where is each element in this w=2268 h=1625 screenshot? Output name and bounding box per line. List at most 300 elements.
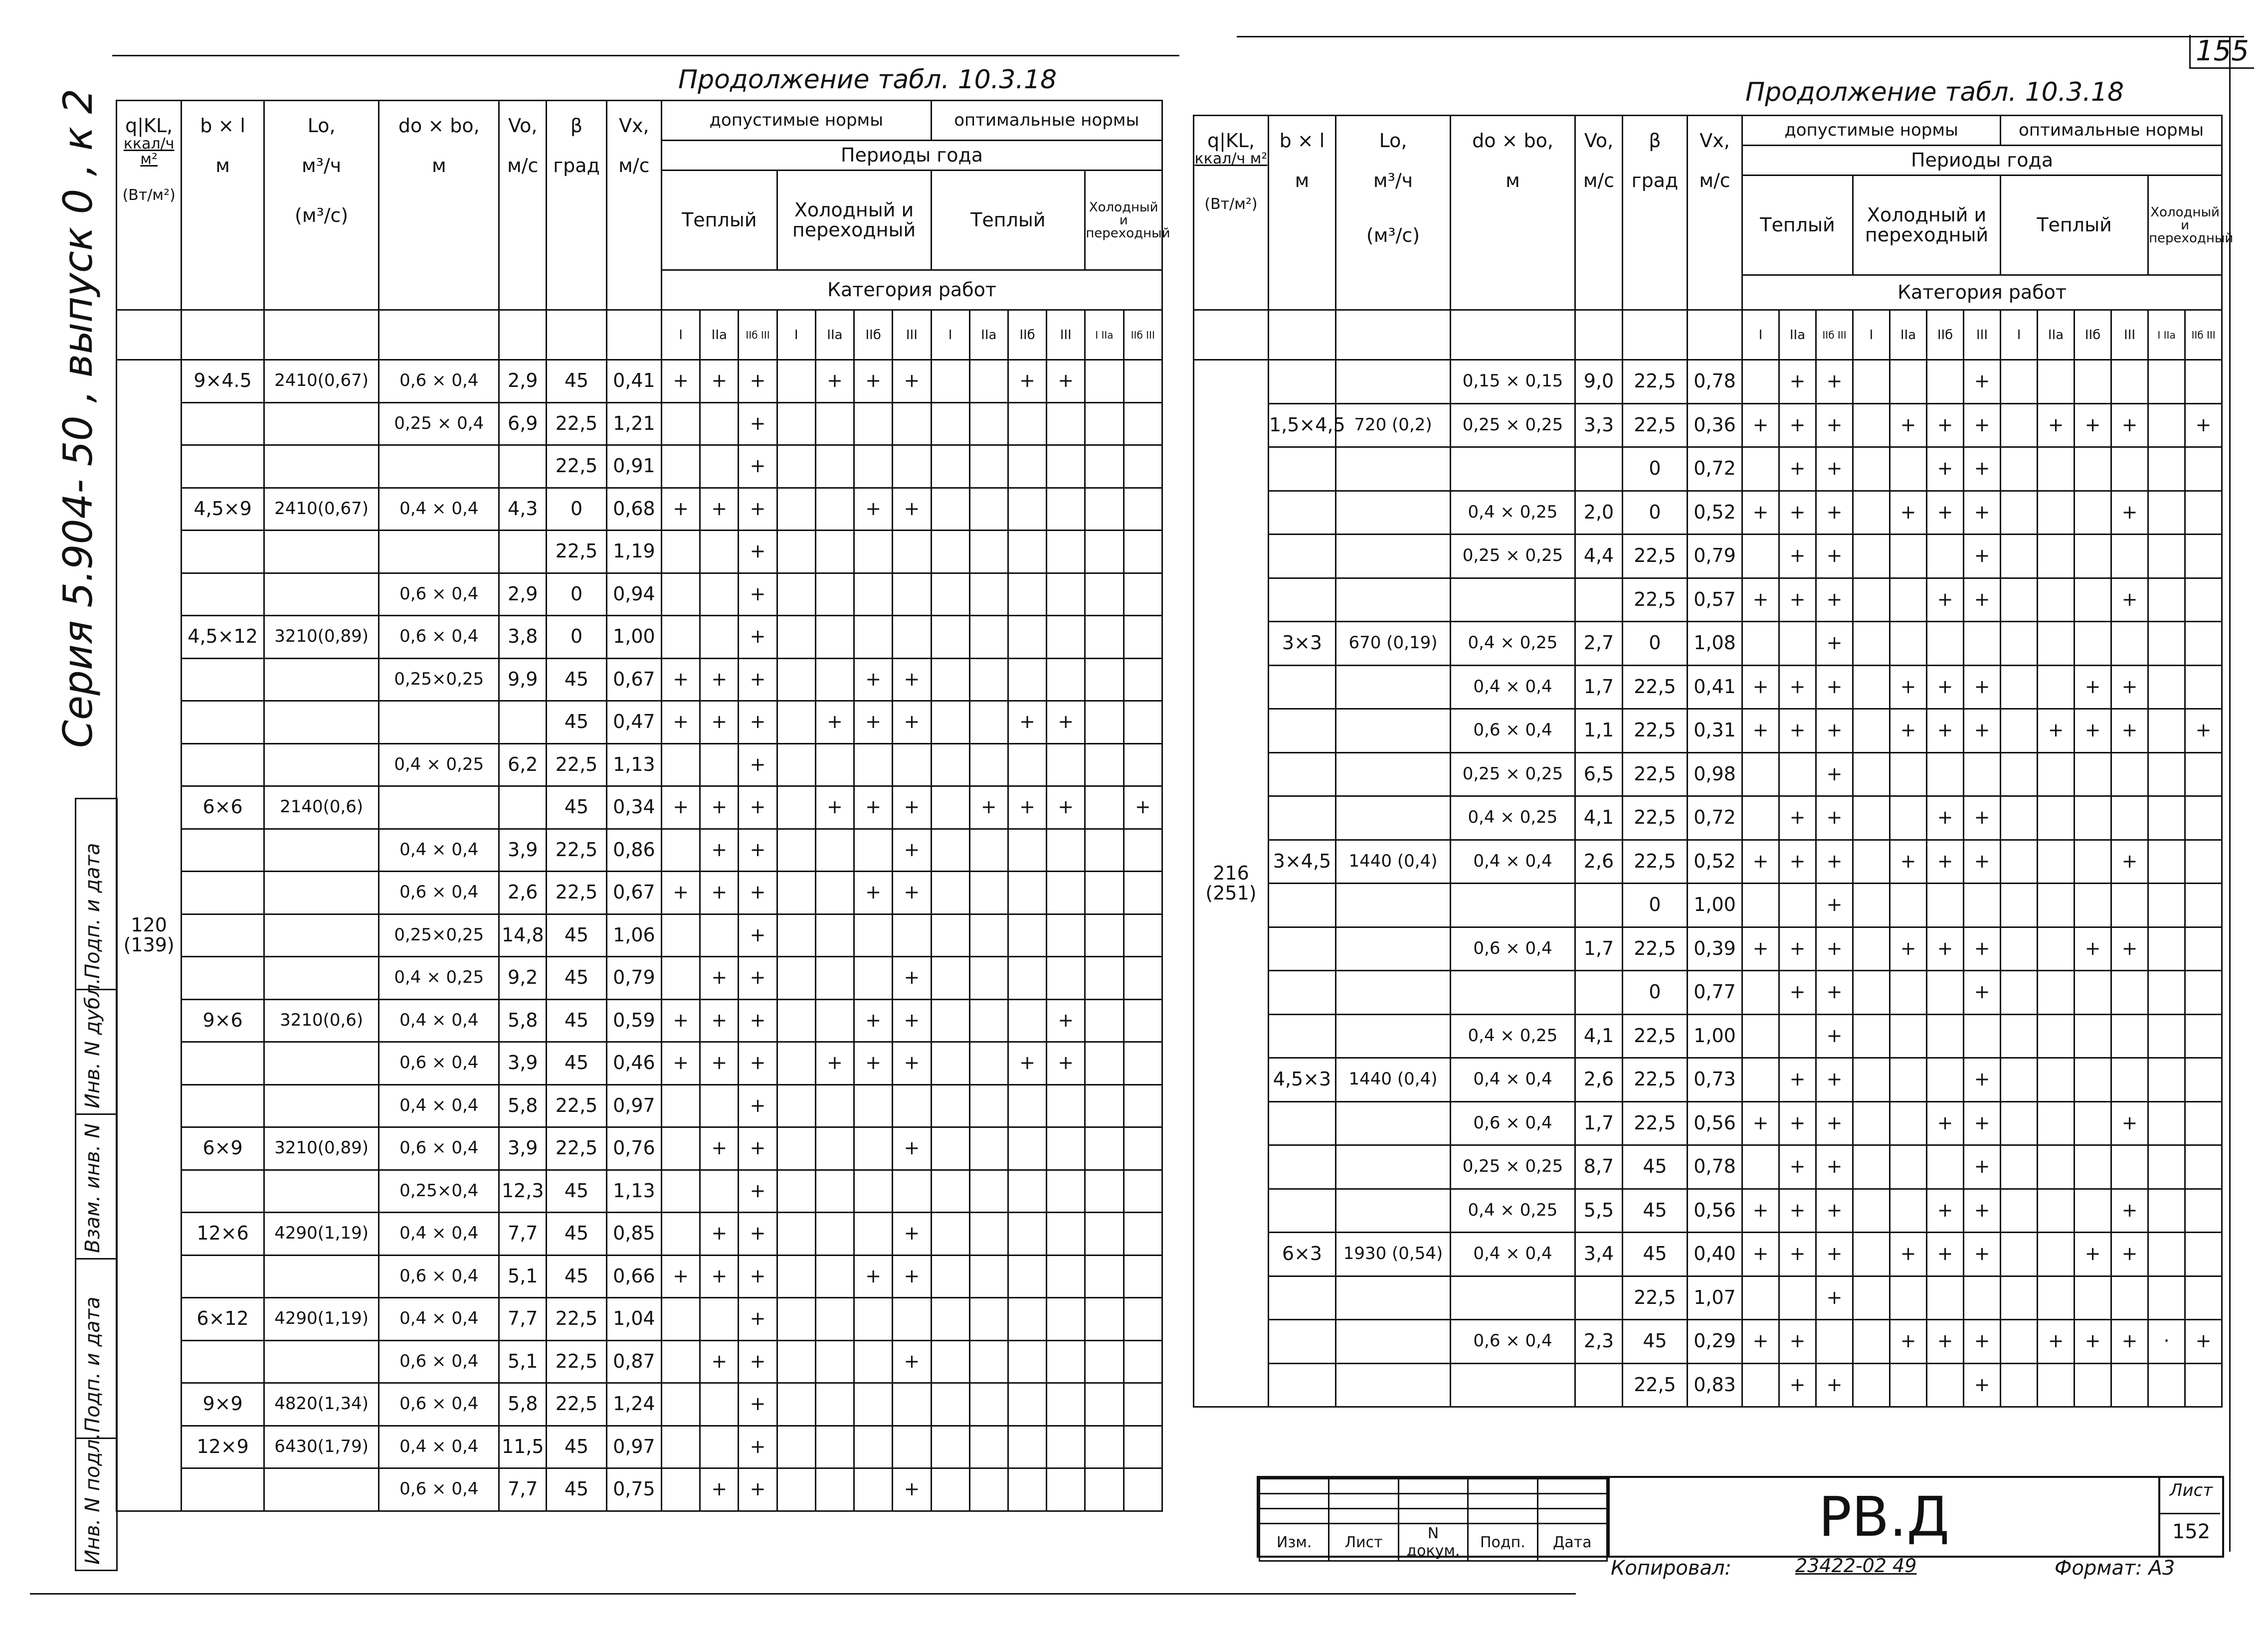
mark-2: + [700, 1468, 739, 1511]
cell-beta: 45 [547, 1042, 606, 1085]
r-category-8: I [2001, 310, 2038, 360]
mark-1 [662, 1213, 700, 1256]
mark-11 [1047, 402, 1085, 445]
cell-dobo: 0,4 × 0,25 [379, 743, 499, 786]
mark-7 [893, 616, 931, 659]
r-cell-vo: 4,1 [1575, 796, 1623, 840]
r-mark-4 [1853, 535, 1890, 578]
r-mark-8 [2001, 1101, 2038, 1145]
cell-beta: 0 [547, 488, 606, 531]
r-mark-8 [2001, 1014, 2038, 1058]
r-table-row [1194, 403, 2222, 447]
cell-vo [499, 445, 547, 488]
mark-7 [893, 1383, 931, 1426]
r-cell-dobo: 0,4 × 0,25 [1451, 796, 1575, 840]
r-mark-5 [1890, 1014, 1927, 1058]
cell-bl [182, 914, 264, 957]
r-mark-4 [1853, 796, 1890, 840]
mark-3: + [739, 1426, 777, 1468]
cell-bl [182, 531, 264, 573]
r-cell-lo [1336, 535, 1451, 578]
mark-2 [700, 531, 739, 573]
cell-vx: 0,87 [606, 1340, 661, 1383]
title-block [1257, 1476, 2224, 1558]
cell-beta: 45 [547, 957, 606, 1000]
mark-3: + [739, 957, 777, 1000]
mark-3: + [739, 786, 777, 829]
cell-dobo: 0,25×0,4 [379, 1170, 499, 1213]
r-mark-11: + [2111, 491, 2148, 535]
r-cell-vx: 0,39 [1688, 927, 1742, 971]
cell-bl: 9×6 [182, 999, 264, 1042]
r-category-1: I [1742, 310, 1779, 360]
cell-beta: 22,5 [547, 872, 606, 914]
mark-10 [1008, 402, 1046, 445]
mark-1 [662, 445, 700, 488]
table-row [117, 957, 1162, 1000]
mark-10 [1008, 999, 1046, 1042]
r-mark-3: + [1816, 1363, 1853, 1407]
r-cell-dobo [1451, 447, 1575, 491]
r-cell-lo [1336, 665, 1451, 709]
r-mark-8 [2001, 971, 2038, 1015]
r-cell-dobo: 0,6 × 0,4 [1451, 927, 1575, 971]
mark-7: + [893, 1213, 931, 1256]
r-mark-13 [2185, 752, 2222, 796]
r-table-row [1194, 971, 2222, 1015]
mark-11 [1047, 872, 1085, 914]
r-mark-10: + [2075, 1233, 2111, 1276]
r-mark-4 [1853, 447, 1890, 491]
r-mark-8 [2001, 752, 2038, 796]
r-mark-9 [2038, 622, 2075, 666]
r-mark-4 [1853, 1189, 1890, 1233]
mark-9 [969, 1127, 1008, 1170]
r-mark-2: + [1779, 578, 1816, 622]
mark-5 [815, 1213, 854, 1256]
r-mark-5 [1890, 1189, 1927, 1233]
r-mark-9 [2038, 447, 2075, 491]
r-mark-7: + [1964, 971, 2001, 1015]
r-mark-10: + [2075, 665, 2111, 709]
r-cell-vx: 0,83 [1688, 1363, 1742, 1407]
mark-13 [1124, 829, 1162, 872]
cell-lo: 6430(1,79) [264, 1426, 379, 1468]
cell-vo: 9,9 [499, 658, 547, 701]
cell-beta: 45 [547, 1255, 606, 1298]
mark-2: + [700, 488, 739, 531]
mark-10 [1008, 1383, 1046, 1426]
r-mark-3: + [1816, 491, 1853, 535]
r-mark-8 [2001, 709, 2038, 753]
r-cell-vx: 0,56 [1688, 1189, 1742, 1233]
r-mark-1: + [1742, 1101, 1779, 1145]
mark-4 [777, 488, 815, 531]
mark-11 [1047, 1340, 1085, 1383]
mark-1: + [662, 1042, 700, 1085]
cell-bl: 9×4.5 [182, 360, 264, 403]
cell-vx: 0,91 [606, 445, 661, 488]
r-cell-bl [1269, 884, 1336, 927]
r-mark-12 [2148, 1189, 2185, 1233]
mark-1 [662, 1383, 700, 1426]
r-mark-2: + [1779, 360, 1816, 404]
mark-8 [931, 531, 969, 573]
r-mark-6 [1927, 1145, 1964, 1189]
cell-vo: 5,8 [499, 1084, 547, 1127]
mark-1 [662, 402, 700, 445]
mark-6 [854, 1084, 893, 1127]
r-lo-label: Lo, [1379, 130, 1407, 152]
mark-6: + [854, 786, 893, 829]
table-row [117, 1468, 1162, 1511]
mark-5 [815, 445, 854, 488]
cell-bl [182, 658, 264, 701]
mark-6 [854, 616, 893, 659]
r-mark-6: + [1927, 578, 1964, 622]
r-mark-2: + [1779, 1363, 1816, 1407]
mark-12 [1085, 573, 1124, 616]
r-mark-13 [2185, 491, 2222, 535]
r-lo-unit2: (м³/с) [1366, 224, 1420, 246]
r-category-2: IIа [1779, 310, 1816, 360]
r-cell-lo [1336, 1363, 1451, 1407]
mark-6 [854, 402, 893, 445]
r-mark-10 [2075, 1276, 2111, 1320]
r-mark-6: + [1927, 1233, 1964, 1276]
mark-6: + [854, 488, 893, 531]
r-cell-bl [1269, 1101, 1336, 1145]
cell-dobo: 0,25 × 0,4 [379, 402, 499, 445]
q-unit2: (Вт/м²) [122, 186, 176, 204]
cell-vo: 2,9 [499, 573, 547, 616]
mark-10 [1008, 445, 1046, 488]
cell-dobo: 0,4 × 0,4 [379, 1213, 499, 1256]
r-cell-vo: 4,1 [1575, 1014, 1623, 1058]
cell-bl [182, 872, 264, 914]
cell-bl [182, 743, 264, 786]
r-cell-lo [1336, 1101, 1451, 1145]
cell-lo: 3210(0,6) [264, 999, 379, 1042]
stamp-col-5: Дата [1537, 1524, 1607, 1561]
r-cell-vo [1575, 578, 1623, 622]
cell-vx: 0,97 [606, 1084, 661, 1127]
r-mark-12 [2148, 360, 2185, 404]
r-table-row [1194, 1276, 2222, 1320]
cell-bl: 4,5×9 [182, 488, 264, 531]
r-mark-8 [2001, 622, 2038, 666]
category-13: IIб III [1124, 310, 1162, 360]
right-table [1193, 115, 2234, 1408]
cell-vo [499, 531, 547, 573]
mark-6 [854, 573, 893, 616]
table-row [117, 402, 1162, 445]
cell-beta: 22,5 [547, 1298, 606, 1341]
format-label: Формат: А3 [2055, 1557, 2175, 1580]
mark-3: + [739, 1042, 777, 1085]
r-vo-header [1575, 116, 1623, 310]
cell-vx: 1,00 [606, 616, 661, 659]
mark-13 [1124, 701, 1162, 744]
r-cell-lo [1336, 1145, 1451, 1189]
r-cell-dobo: 0,25 × 0,25 [1451, 535, 1575, 578]
mark-7 [893, 1298, 931, 1341]
mark-4 [777, 616, 815, 659]
mark-13 [1124, 1127, 1162, 1170]
r-mark-2: + [1779, 709, 1816, 753]
table-row [117, 829, 1162, 872]
mark-9 [969, 402, 1008, 445]
mark-8 [931, 743, 969, 786]
cell-lo [264, 658, 379, 701]
r-table-row [1194, 1363, 2222, 1407]
r-mark-12 [2148, 1363, 2185, 1407]
cell-lo [264, 957, 379, 1000]
r-mark-12 [2148, 971, 2185, 1015]
mark-12 [1085, 829, 1124, 872]
r-q-unit2: (Вт/м²) [1204, 195, 1258, 213]
r-mark-4 [1853, 622, 1890, 666]
cell-bl: 6×6 [182, 786, 264, 829]
r-mark-13 [2185, 1145, 2222, 1189]
r-cell-bl [1269, 447, 1336, 491]
r-cell-dobo: 0,4 × 0,4 [1451, 840, 1575, 884]
cell-lo [264, 1340, 379, 1383]
r-periods-header: Периоды года [1742, 146, 2222, 176]
mark-4 [777, 1298, 815, 1341]
table-row [117, 1170, 1162, 1213]
r-mark-8 [2001, 1189, 2038, 1233]
cell-dobo: 0,25×0,25 [379, 658, 499, 701]
mark-2: + [700, 658, 739, 701]
vo-unit: м/с [507, 154, 539, 177]
r-mark-4 [1853, 927, 1890, 971]
r-mark-8 [2001, 796, 2038, 840]
q-header [117, 101, 182, 310]
mark-12 [1085, 531, 1124, 573]
r-mark-8 [2001, 1058, 2038, 1102]
mark-11 [1047, 1213, 1085, 1256]
r-mark-1 [1742, 360, 1779, 404]
r-category-12: I IIа [2148, 310, 2185, 360]
r-cell-beta: 22,5 [1623, 1276, 1688, 1320]
mark-8 [931, 1042, 969, 1085]
mark-8 [931, 488, 969, 531]
r-mark-7: + [1964, 403, 2001, 447]
r-bl-header [1269, 116, 1336, 310]
r-cell-lo [1336, 1189, 1451, 1233]
r-mark-9 [2038, 1363, 2075, 1407]
r-mark-8 [2001, 491, 2038, 535]
cell-vo: 2,6 [499, 872, 547, 914]
r-cell-bl [1269, 1189, 1336, 1233]
r-mark-3: + [1816, 884, 1853, 927]
r-cell-lo [1336, 447, 1451, 491]
cell-vx: 0,75 [606, 1468, 661, 1511]
mark-13 [1124, 1298, 1162, 1341]
r-cell-lo: 1440 (0,4) [1336, 1058, 1451, 1102]
r-mark-4 [1853, 1363, 1890, 1407]
lo-label: Lo, [307, 115, 336, 137]
r-mark-11: + [2111, 1101, 2148, 1145]
mark-6: + [854, 1042, 893, 1085]
cell-dobo [379, 531, 499, 573]
mark-11: + [1047, 360, 1085, 403]
mark-2: + [700, 999, 739, 1042]
r-mark-11: + [2111, 1189, 2148, 1233]
r-mark-2: + [1779, 535, 1816, 578]
cell-dobo: 0,4 × 0,25 [379, 957, 499, 1000]
cell-lo [264, 573, 379, 616]
r-warm-header: Теплый [1742, 176, 1853, 275]
r-mark-11: + [2111, 578, 2148, 622]
mark-9 [969, 1213, 1008, 1256]
r-mark-11 [2111, 360, 2148, 404]
r-cell-dobo [1451, 884, 1575, 927]
mark-5 [815, 531, 854, 573]
r-cell-vx: 0,72 [1688, 447, 1742, 491]
r-mark-1: + [1742, 840, 1779, 884]
mark-10 [1008, 658, 1046, 701]
r-mark-12 [2148, 535, 2185, 578]
r-mark-7: + [1964, 535, 2001, 578]
mark-11 [1047, 445, 1085, 488]
r-mark-5: + [1890, 665, 1927, 709]
r-dobo-unit: м [1506, 169, 1520, 191]
r-mark-4 [1853, 578, 1890, 622]
mark-3: + [739, 616, 777, 659]
mark-8 [931, 914, 969, 957]
mark-8 [931, 445, 969, 488]
cell-beta: 22,5 [547, 445, 606, 488]
r-mark-11 [2111, 1014, 2148, 1058]
mark-1 [662, 1084, 700, 1127]
mark-12 [1085, 616, 1124, 659]
mark-8 [931, 1383, 969, 1426]
r-mark-10 [2075, 1189, 2111, 1233]
table-row [117, 701, 1162, 744]
mark-2 [700, 1170, 739, 1213]
r-cell-lo [1336, 709, 1451, 753]
mark-11 [1047, 743, 1085, 786]
mark-11 [1047, 531, 1085, 573]
r-mark-6: + [1927, 491, 1964, 535]
r-mark-6: + [1927, 665, 1964, 709]
margin-box-5: Инв. N подл. [81, 1433, 104, 1565]
mark-8 [931, 829, 969, 872]
mark-5 [815, 1383, 854, 1426]
cell-vx: 0,94 [606, 573, 661, 616]
q-label: q|KL, [125, 115, 173, 137]
mark-10 [1008, 957, 1046, 1000]
r-table-row [1194, 884, 2222, 927]
r-mark-7: + [1964, 927, 2001, 971]
mark-12 [1085, 786, 1124, 829]
table-row [117, 1042, 1162, 1085]
r-cell-vo: 2,6 [1575, 1058, 1623, 1102]
mark-6: + [854, 360, 893, 403]
mark-5 [815, 914, 854, 957]
cell-bl [182, 573, 264, 616]
margin-box-1: Подп. и дата [81, 843, 104, 979]
r-cell-vo [1575, 447, 1623, 491]
category-header: Категория работ [662, 270, 1162, 310]
r-mark-5: + [1890, 403, 1927, 447]
mark-5 [815, 1084, 854, 1127]
table-row [117, 488, 1162, 531]
q-value: 120 (139) [117, 360, 182, 1511]
r-cell-vx: 0,78 [1688, 1145, 1742, 1189]
mark-2: + [700, 957, 739, 1000]
mark-3: + [739, 1127, 777, 1170]
r-cell-lo [1336, 1276, 1451, 1320]
r-cell-vo: 2,0 [1575, 491, 1623, 535]
r-category-9: IIа [2038, 310, 2075, 360]
mark-1 [662, 1468, 700, 1511]
r-category-header: Категория работ [1742, 275, 2222, 310]
mark-3: + [739, 573, 777, 616]
r-mark-11: + [2111, 709, 2148, 753]
r-mark-13 [2185, 1233, 2222, 1276]
cell-bl [182, 1084, 264, 1127]
cell-beta: 22,5 [547, 402, 606, 445]
mark-7: + [893, 658, 931, 701]
mark-9 [969, 1255, 1008, 1298]
r-mark-1 [1742, 1145, 1779, 1189]
cell-dobo: 0,6 × 0,4 [379, 1468, 499, 1511]
frame-right [2229, 36, 2231, 1552]
cell-lo: 2410(0,67) [264, 360, 379, 403]
r-mark-12 [2148, 403, 2185, 447]
warm-header: Теплый [662, 171, 777, 270]
r-mark-2: + [1779, 1189, 1816, 1233]
cell-dobo [379, 701, 499, 744]
mark-6 [854, 1426, 893, 1468]
mark-9 [969, 829, 1008, 872]
r-mark-3: + [1816, 403, 1853, 447]
r-mark-9 [2038, 1058, 2075, 1102]
r-cell-lo: 670 (0,19) [1336, 622, 1451, 666]
r-mark-13 [2185, 971, 2222, 1015]
r-mark-3: + [1816, 752, 1853, 796]
r-mark-1 [1742, 796, 1779, 840]
r-cell-vo: 1,7 [1575, 665, 1623, 709]
mark-7: + [893, 957, 931, 1000]
r-mark-13 [2185, 884, 2222, 927]
cell-beta: 22,5 [547, 743, 606, 786]
table-row [117, 1213, 1162, 1256]
mark-4 [777, 1255, 815, 1298]
r-mark-1: + [1742, 1320, 1779, 1364]
r-mark-11 [2111, 447, 2148, 491]
cell-lo [264, 445, 379, 488]
mark-5 [815, 743, 854, 786]
r-cell-dobo: 0,6 × 0,4 [1451, 1320, 1575, 1364]
cell-lo [264, 872, 379, 914]
r-mark-11: + [2111, 840, 2148, 884]
r-mark-10 [2075, 840, 2111, 884]
r-mark-2: + [1779, 447, 1816, 491]
mark-4 [777, 445, 815, 488]
mark-4 [777, 1042, 815, 1085]
r-table-row [1194, 1320, 2222, 1364]
r-mark-12 [2148, 1101, 2185, 1145]
cell-lo [264, 1084, 379, 1127]
q-unit1: ккал/ч м² [123, 135, 175, 169]
r-cell-bl: 6×3 [1269, 1233, 1336, 1276]
r-mark-2: + [1779, 840, 1816, 884]
mark-4 [777, 573, 815, 616]
